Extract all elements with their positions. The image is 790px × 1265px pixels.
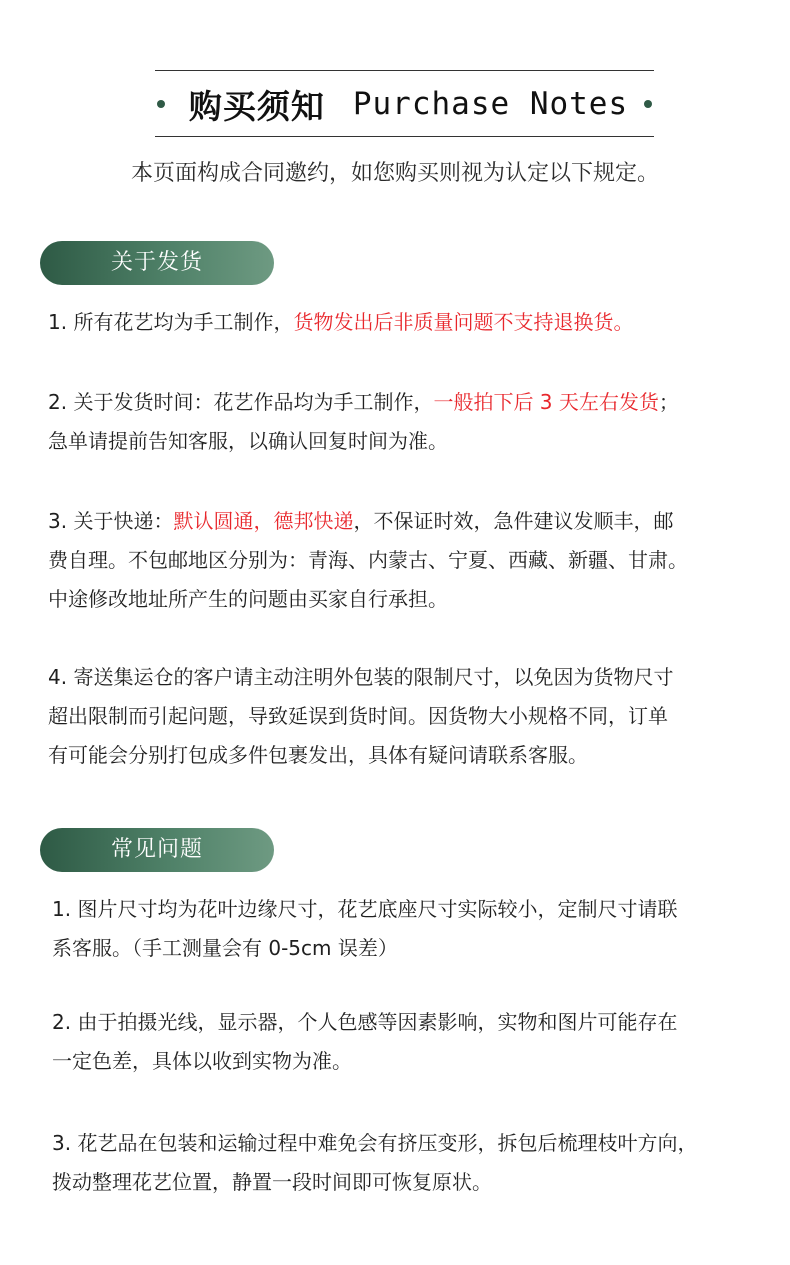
- bullet-dot-icon: [644, 100, 652, 108]
- note-text: 3. 关于快递：: [48, 509, 174, 533]
- section-heading-faq: 常见问题: [40, 828, 274, 872]
- faq-item-3: [52, 1124, 697, 1202]
- faq-item-1: [52, 890, 677, 968]
- note-text: 费自理。不包邮地区分别为：青海、内蒙古、宁夏、西藏、新疆、甘肃。: [48, 548, 688, 572]
- note-highlight: 货物发出后非质量问题不支持退换货。: [293, 310, 634, 334]
- note-text: ，不保证时效，急件建议发顺丰，邮: [353, 509, 674, 533]
- note-text: 中途修改地址所产生的问题由买家自行承担。: [48, 587, 448, 611]
- shipping-note-3: [48, 502, 688, 619]
- note-highlight: 默认圆通，德邦快递: [173, 509, 354, 533]
- title-english: Purchase Notes: [352, 86, 629, 122]
- bullet-dot-icon: [157, 100, 165, 108]
- note-text: 超出限制而引起问题，导致延误到货时间。因货物大小规格不同，订单: [48, 704, 668, 728]
- shipping-note-1: [48, 303, 633, 342]
- note-text: 2. 关于发货时间：花艺作品均为手工制作，: [48, 390, 434, 414]
- shipping-note-4: [48, 658, 673, 775]
- note-text: 1. 所有花艺均为手工制作，: [48, 310, 294, 334]
- note-text: 急单请提前告知客服，以确认回复时间为准。: [48, 429, 448, 453]
- note-text: 3. 花艺品在包装和运输过程中难免会有挤压变形，拆包后梳理枝叶方向，: [52, 1131, 698, 1155]
- note-text: 2. 由于拍摄光线，显示器，个人色感等因素影响，实物和图片可能存在: [52, 1010, 678, 1034]
- note-text: 系客服。（手工测量会有 0-5cm 误差）: [52, 936, 398, 960]
- note-highlight: 一般拍下后 3 天左右发货: [433, 390, 659, 414]
- page-subtitle: 本页面构成合同邀约，如您购买则视为认定以下规定。: [130, 161, 659, 186]
- shipping-note-2: [48, 383, 679, 461]
- note-text: 1. 图片尺寸均为花叶边缘尺寸，花艺底座尺寸实际较小，定制尺寸请联: [52, 897, 678, 921]
- section-heading-shipping: 关于发货: [40, 241, 274, 285]
- note-text: 有可能会分别打包成多件包裹发出，具体有疑问请联系客服。: [48, 743, 588, 767]
- header-bottom-rule: [155, 136, 654, 137]
- note-text: 拨动整理花艺位置，静置一段时间即可恢复原状。: [52, 1170, 492, 1194]
- faq-item-2: [52, 1003, 677, 1081]
- note-text: 一定色差，具体以收到实物为准。: [52, 1049, 352, 1073]
- note-text: ；: [658, 390, 679, 414]
- header-top-rule: [155, 70, 654, 71]
- page-title: [155, 78, 654, 130]
- note-text: 4. 寄送集运仓的客户请主动注明外包装的限制尺寸，以免因为货物尺寸: [48, 665, 674, 689]
- title-chinese: 购买须知: [188, 86, 325, 126]
